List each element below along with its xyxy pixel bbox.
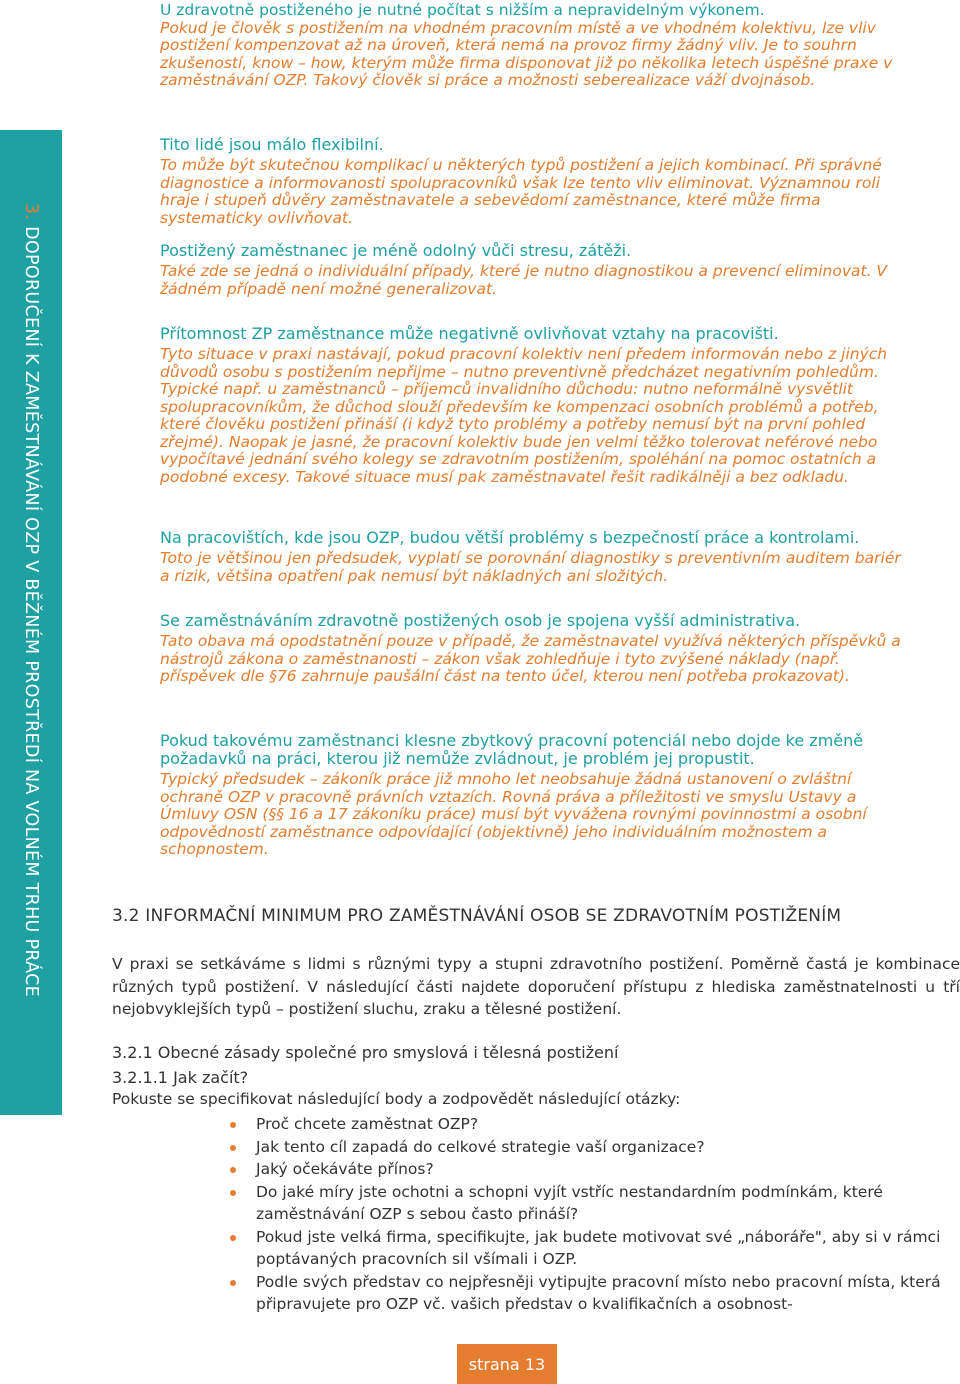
- item-text: To může být skutečnou komplikací u některých typů postižení a jejich kombinací. Při správné diagnostice a informovanosti spolupracovníků však lze tento vliv eliminovat. Významnou roli hraje i stupeň důvěry zaměstnavatele a sebevědomí zaměstnance, které může firma systematicky ovlivňovat.: [160, 156, 882, 227]
- item-heading: Na pracovištích, kde jsou OZP, budou větší problémy s bezpečností práce a kontrolami.: [160, 528, 860, 547]
- intro-block: [160, 2, 908, 90]
- item-flexibility: [160, 136, 908, 227]
- subsection-title: 3.2.1 Obecné zásady společné pro smyslová i tělesná postižení: [112, 1043, 619, 1062]
- item-text: Tato obava má opodstatnění pouze v případě, že zaměstnavatel využívá některých příspěvků a nástrojů zákona o zaměstnanosti – zákon však zohledňuje i tyto zvýšené náklady (např. příspěvek dle §76 zahrnuje paušální část na tento účel, kterou není potřeba prokazovat).: [160, 632, 901, 685]
- chapter-sidebar: [0, 130, 62, 1115]
- page-number: strana 13: [457, 1344, 557, 1384]
- item-heading: Přítomnost ZP zaměstnance může negativně ovlivňovat vztahy na pracovišti.: [160, 324, 779, 343]
- item-heading: Tito lidé jsou málo flexibilní.: [160, 135, 384, 154]
- section-intro: V praxi se setkáváme s lidmi s různými typy a stupni zdravotního postižení. Poměrně častá je kombinace různých typů postižení. V následující části najdete doporučení přístupu z hlediska zaměstnatelnosti u tří nejobvyklejších typů – postižení sluchu, zraku a tělesné postižení.: [112, 955, 960, 1018]
- chapter-number: 3.: [21, 203, 41, 221]
- intro-heading: U zdravotně postiženého je nutné počítat s nižším a nepravidelným výkonem.: [160, 1, 765, 19]
- chapter-title: [21, 203, 41, 997]
- list-item: Jak tento cíl zapadá do celkové strategie vaší organizace?: [230, 1136, 950, 1159]
- item-text: Také zde se jedná o individuální případy, které je nutno diagnostikou a prevencí eliminovat. V žádném případě není možné generalizovat.: [160, 262, 888, 298]
- questions-list: [230, 1113, 950, 1316]
- chapter-title-text: DOPORUČENÍ K ZAMĚSTNÁVÁNÍ OZP V BĚŽNÉM PROSTŘEDÍ NA VOLNÉM TRHU PRÁCE: [21, 226, 41, 997]
- item-text: Tyto situace v praxi nastávají, pokud pracovní kolektiv není předem informován nebo z jiných důvodů osobu s postižením nepřijme – nutno preventivně předcházet negativním pohledům. Typické např. u zaměstnanců – příjemců invalidního důchodu: nutno neformálně vysvětlit spolupracovníkům, že důchod slouží především ke kompenzaci osobních problémů a potřeb, které člověku postižení přináší (i když tyto problémy a potřeby nemusí být na první pohled zřejmé). Naopak je jasné, že pracovní kolektiv bude jen velmi těžko tolerovat neférové nebo vypočítavé jednání svého kolegy se zdravotním postižením, spoléhání na pomoc ostatních a podobné excesy. Takové situace musí pak zaměstnavatel řešit radikálněji a bez odkladu.: [160, 345, 888, 486]
- item-heading: Pokud takovému zaměstnanci klesne zbytkový pracovní potenciál nebo dojde ke změně požadavků na práci, kterou již nemůže zvládnout, je problém jej propustit.: [160, 731, 864, 768]
- item-text: Typický předsudek – zákoník práce již mnoho let neobsahuje žádná ustanovení o zvláštní ochraně OZP v pracovně právních vztazích. Rovná práva a příležitosti ve smyslu Ustavy a Úmluvy OSN (§§ 16 a 17 zákoníku práce) musí být vyvážena rovnými povinnostmi a osobní odpovědností zaměstnance odpovídající (objektivně) jeho individuálním možnostem a schopnostem.: [160, 770, 867, 858]
- questions-prompt: Pokuste se specifikovat následující body a zodpovědět následující otázky:: [112, 1090, 681, 1108]
- section-title: 3.2 INFORMAČNÍ MINIMUM PRO ZAMĚSTNÁVÁNÍ OSOB SE ZDRAVOTNÍM POSTIŽENÍM: [112, 906, 842, 926]
- item-administration: [160, 612, 908, 686]
- list-item: Do jaké míry jste ochotni a schopni vyjít vstříc nestandardním podmínkám, které zaměstnávání OZP s sebou často přináší?: [230, 1181, 950, 1226]
- list-item: Proč chcete zaměstnat OZP?: [230, 1113, 950, 1136]
- item-stress: [160, 242, 908, 298]
- item-heading: Postižený zaměstnanec je méně odolný vůči stresu, zátěži.: [160, 241, 632, 260]
- item-text: Toto je většinou jen předsudek, vyplatí se porovnání diagnostiky s preventivním auditem bariér a rizik, většina opatření pak nemusí být nákladných ani složitých.: [160, 549, 901, 585]
- list-item: Podle svých představ co nejpřesněji vytipujte pracovní místo nebo pracovní místa, která připravujete pro OZP vč. vašich představ o kvalifikačních a osobnost-: [230, 1271, 950, 1316]
- item-relations: [160, 325, 908, 486]
- item-safety: [160, 529, 908, 585]
- subsubsection-title: 3.2.1.1 Jak začít?: [112, 1068, 249, 1087]
- item-dismissal: [160, 732, 908, 859]
- list-item: Jaký očekáváte přínos?: [230, 1158, 950, 1181]
- item-heading: Se zaměstnáváním zdravotně postižených osob je spojena vyšší administrativa.: [160, 611, 801, 630]
- list-item: Pokud jste velká firma, specifikujte, jak budete motivovat své „náboráře", aby si v rámci poptávaných pracovních sil všímali i OZP.: [230, 1226, 950, 1271]
- intro-text: Pokud je člověk s postižením na vhodném pracovním místě a ve vhodném kolektivu, lze vliv postižení kompenzovat až na úroveň, která nemá na provoz firmy žádný vliv. Je to souhrn zkušeností, know – how, kterým může firma disponovat již po několika letech úspěšné praxe v zaměstnávání OZP. Takový člověk si práce a možnosti seberealizace váží dvojnásob.: [160, 18, 893, 89]
